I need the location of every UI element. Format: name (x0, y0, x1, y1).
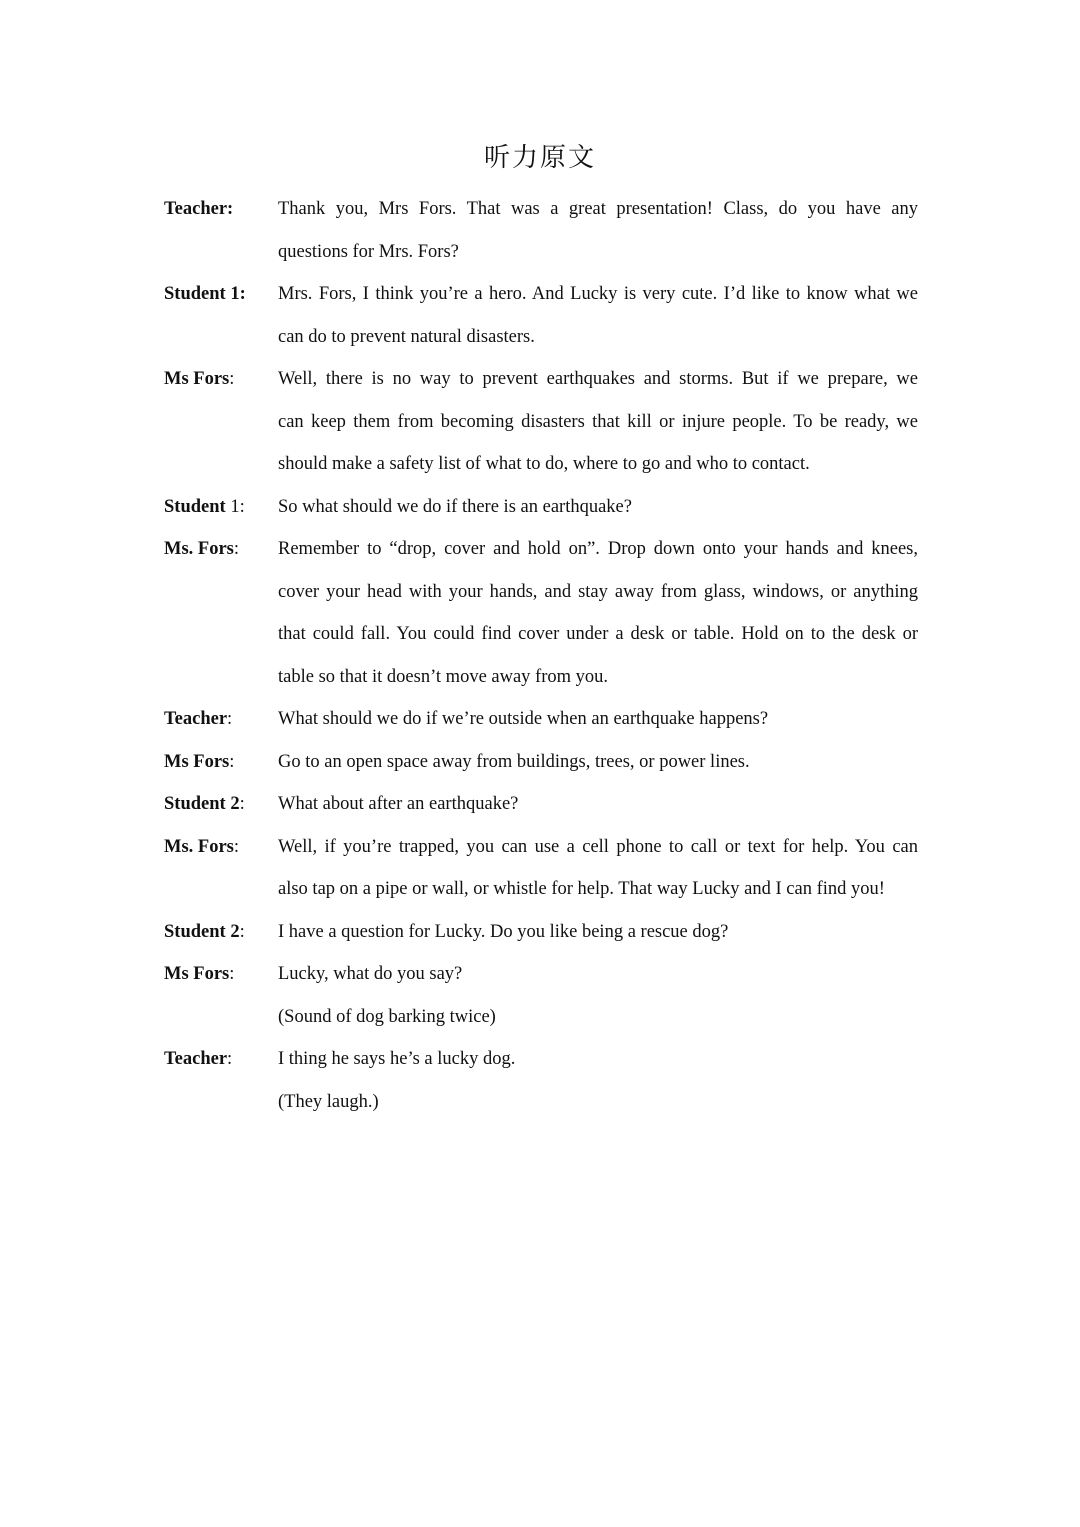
dialogue-turn (164, 911, 918, 954)
dialogue-turn (164, 273, 918, 358)
speaker-suffix: : (233, 836, 240, 857)
speaker-suffix: : (239, 794, 245, 814)
utterance-line: should make a safety list of what to do, where to go and who to contact. (278, 454, 810, 474)
utterance-line: Well, if you’re trapped, you can use a cell phone to call or text for help. You can (278, 836, 918, 857)
utterance-line: Go to an open space away from buildings, trees, or power lines. (278, 751, 750, 772)
utterance (278, 486, 918, 529)
utterance-line: also tap on a pipe or wall, or whistle for help. That way Lucky and I can find you! (278, 879, 885, 899)
speaker-suffix: : (227, 709, 233, 729)
utterance-line: can do to prevent natural disasters. (278, 326, 535, 347)
utterance-line: What about after an earthquake? (278, 794, 519, 814)
speaker-label (164, 783, 278, 826)
utterance-line: that could fall. You could find cover under a desk or table. Hold on to the desk or (278, 624, 918, 644)
utterance-line: Well, there is no way to prevent earthquakes and storms. But if we prepare, we (278, 369, 918, 389)
speaker-suffix: : (229, 369, 235, 389)
speaker-suffix: : (229, 964, 235, 984)
speaker-name: Ms Fors (164, 751, 230, 772)
speaker-label (164, 358, 278, 401)
utterance-line: table so that it doesn’t move away from you. (278, 666, 609, 687)
speaker-label (164, 273, 278, 316)
utterance-line: Mrs. Fors, I think you’re a hero. And Lucky is very cute. I’d like to know what we (278, 284, 918, 304)
utterance-line: questions for Mrs. Fors? (278, 241, 459, 262)
speaker-name: Ms. Fors (164, 539, 234, 559)
dialogue-turn (164, 188, 918, 273)
utterance-line: cover your head with your hands, and stay away from glass, windows, or anything (278, 581, 918, 602)
speaker-suffix: 1: (225, 496, 245, 517)
utterance (278, 741, 918, 784)
utterance (278, 826, 918, 911)
speaker-name: Teacher: (164, 199, 234, 219)
dialogue-turn (164, 528, 918, 698)
utterance (278, 698, 918, 741)
speaker-name: Ms Fors (164, 964, 230, 984)
speaker-label (164, 1038, 278, 1081)
utterance-line: What should we do if we’re outside when an earthquake happens? (278, 709, 769, 729)
speaker-label (164, 486, 278, 529)
dialogue-turn (164, 358, 918, 486)
speaker-name: Ms Fors (164, 369, 230, 389)
document-title: 听力原文 (483, 143, 596, 173)
utterance-line: Thank you, Mrs Fors. That was a great presentation! Class, do you have any (278, 199, 918, 219)
utterance-line: Lucky, what do you say? (278, 964, 463, 984)
dialogue-turn (164, 698, 918, 741)
speaker-name: Student 1: (164, 284, 246, 304)
speaker-name: Teacher (164, 709, 228, 729)
dialogue-turn (164, 741, 918, 784)
speaker-suffix: : (239, 921, 245, 942)
utterance (278, 783, 918, 826)
utterance-line: I have a question for Lucky. Do you like being a rescue dog? (278, 921, 729, 942)
speaker-label (164, 698, 278, 741)
speaker-label (164, 741, 278, 784)
utterance (278, 358, 918, 486)
dialogue-turn (164, 1038, 918, 1123)
speaker-name: Student 2 (164, 794, 240, 814)
utterance (278, 1038, 918, 1123)
speaker-label (164, 911, 278, 954)
utterance (278, 273, 918, 358)
utterance-line: I thing he says he’s a lucky dog. (278, 1049, 516, 1069)
utterance (278, 953, 918, 1038)
speaker-name: Student (164, 496, 226, 517)
speaker-label (164, 953, 278, 996)
dialogue-turn (164, 953, 918, 1038)
speaker-label (164, 528, 278, 571)
utterance (278, 188, 918, 273)
utterance-line: (Sound of dog barking twice) (278, 1006, 496, 1027)
dialogue-turn (164, 783, 918, 826)
speaker-name: Teacher (164, 1049, 228, 1069)
speaker-suffix: : (229, 751, 235, 772)
utterance (278, 911, 918, 954)
utterance (278, 528, 918, 698)
dialogue-turn (164, 486, 918, 529)
transcript (164, 188, 918, 1123)
speaker-label (164, 826, 278, 869)
speaker-label (164, 188, 278, 231)
dialogue-turn (164, 826, 918, 911)
speaker-name: Student 2 (164, 921, 240, 942)
speaker-suffix: : (233, 539, 240, 559)
utterance-line: can keep them from becoming disasters that kill or injure people. To be ready, we (278, 411, 918, 432)
utterance-line: (They laugh.) (278, 1091, 379, 1112)
speaker-suffix: : (227, 1049, 233, 1069)
utterance-line: Remember to “drop, cover and hold on”. Drop down onto your hands and knees, (278, 539, 918, 559)
utterance-line: So what should we do if there is an earthquake? (278, 496, 632, 517)
speaker-name: Ms. Fors (164, 836, 234, 857)
